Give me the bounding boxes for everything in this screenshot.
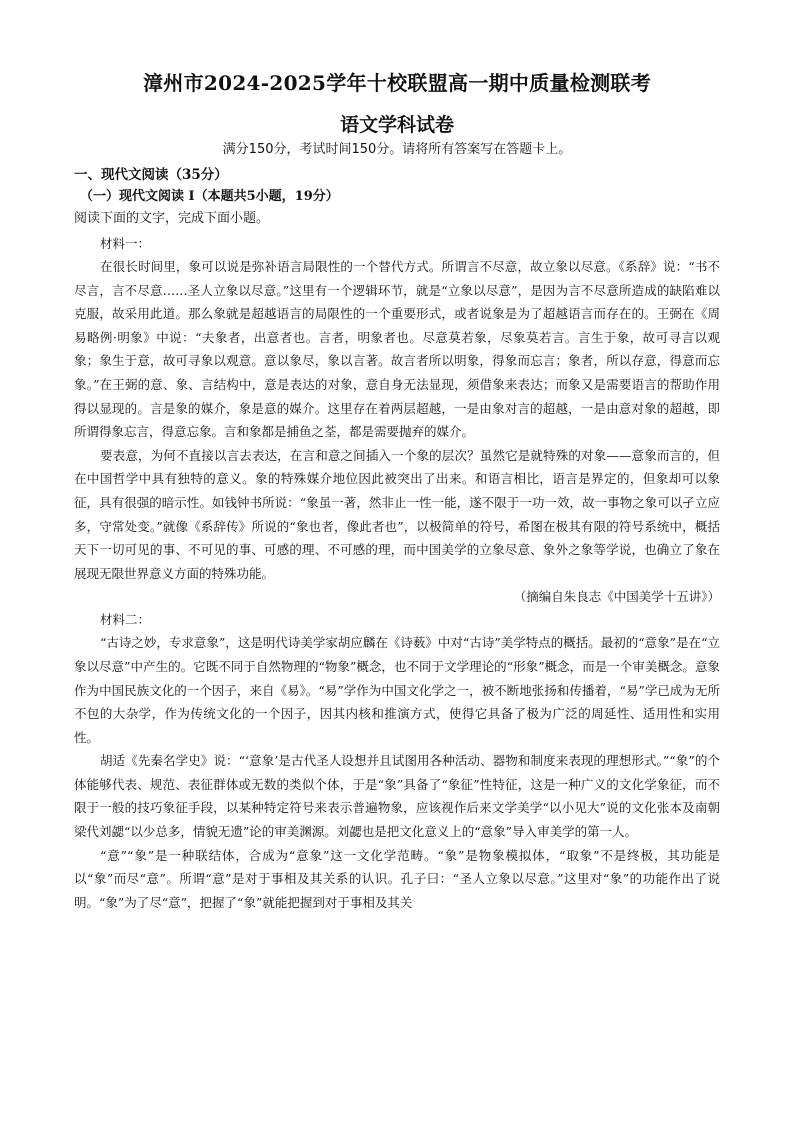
material1-paragraph: 在很长时间里，象可以说是弥补语言局限性的一个替代方式。所谓言不尽意，故立象以尽意。《系辞》说：“书不尽言，言不尽意……圣人立象以尽意。”这里有一个逻辑环节，就是“立象以尽意”，是因为言不尽意所造成的缺陷难以克服，故采用此道。那么象就是超越语言的局限性的一个重要形式，或者说象是为了超越语言而存在的。王弼在《周易略例·明象》中说：“夫象者，出意者也。言者，明象者也。尽意莫若象，尽象莫若言。言生于象，故可寻言以观象；象生于意，故可寻象以观意。意以象尽，象以言著。故言者所以明象，得象而忘言；象者，所以存意，得意而忘象。”在王弼的意、象、言结构中，意是表达的对象，意自身无法显现，须借象来表达；而象又是需要语言的帮助作用得以显现的。言是象的媒介，象是意的媒介。这里存在着两层超越，一是由象对言的超越，一是由意对象的超越，即所谓得象忘言，得意忘象。言和象都是捕鱼之荃，都是需要抛弃的媒介。 (74, 259, 720, 440)
exam-subject: 语文学科试卷 (339, 114, 454, 136)
subsection-heading: （一）现代文阅读 I（本题共5小题，19分） (80, 189, 339, 204)
material1-label: 材料一： (100, 236, 151, 251)
material2-paragraph: “意”“象”是一种联结体，合成为“意象”这一文化学范畴。“象”是物象模拟体，“取象”不是终极，其功能是以“象”而尽“意”。所谓“意”是对于事相及其关系的认识。孔子曰：“圣人立象以尽意。”这里对“象”的功能作出了说明。“象”为了尽“意”，把握了“象”就能把握到对于事相及其关 (74, 847, 720, 910)
material2-paragraph: “古诗之妙，专求意象”，这是明代诗美学家胡应麟在《诗薮》中对“古诗”美学特点的概括。最初的“意象”是在“立象以尽意”中产生的。它既不同于自然物理的“物象”概念，也不同于文学理论的“形象”概念，而是一个审美概念。意象作为中国民族文化的一个因子，来自《易》。“易”学作为中国文化学之一，被不断地张扬和传播着，“易”学已成为无所不包的大杂学，作为传统文化的一个因子，因其内核和推演方式，使得它具备了极为广泛的周延性、适用性和实用性。 (74, 635, 720, 745)
material1-source: （摘编自朱良志《中国美学十五讲》） (513, 589, 720, 605)
reading-instruction: 阅读下面的文字，完成下面小题。 (74, 211, 270, 226)
exam-page (74, 68, 720, 914)
section-heading: 一、现代文阅读（35分） (74, 167, 228, 183)
exam-title: 漳州市2024-2025学年十校联盟高一期中质量检测联考 (142, 71, 652, 95)
material1-paragraph: 要表意，为何不直接以言去表达，在言和意之间插入一个象的层次？虽然它是就特殊的对象——意象而言的，但在中国哲学中具有独特的意义。象的特殊媒介地位因此被突出了出来。和语言相比，语言是界定的，但象却可以象征，具有很强的暗示性。如钱钟书所说：“象虽一著，然非止一性一能，遂不限于一功一效，故一事物之象可以孑立应多，守常处变。”就像《系辞传》所说的“象也者，像此者也”，以极简单的符号，希图在极其有限的符号系统中，概括天下一切可见的事、不可见的事、可感的理、不可感的理，而中国美学的立象尽意、象外之象等学说，也确立了象在展现无限世界意义方面的特殊功能。 (74, 447, 720, 581)
material2-paragraph: 胡适《先秦名学史》说：“‘意象’是古代圣人设想并且试图用各种活动、器物和制度来表现的理想形式。”“象”的个体能够代表、规范、表征群体或无数的类似个体，于是“象”具备了“象征”性特征，这是一种广义的文化学象征，而不限于一般的技巧象征手段，以某种特定符号来表示普遍物象，应该视作后来文学美学“以小见大”说的文化张本及南朝梁代刘勰“以少总多，情貌无遗”论的审美渊源。刘勰也是把文化意义上的“意象”导入审美学的第一人。 (74, 753, 720, 840)
material2-label: 材料二： (100, 612, 151, 628)
exam-note: 满分150分，考试时间150分。请将所有答案写在答题卡上。 (222, 142, 572, 157)
